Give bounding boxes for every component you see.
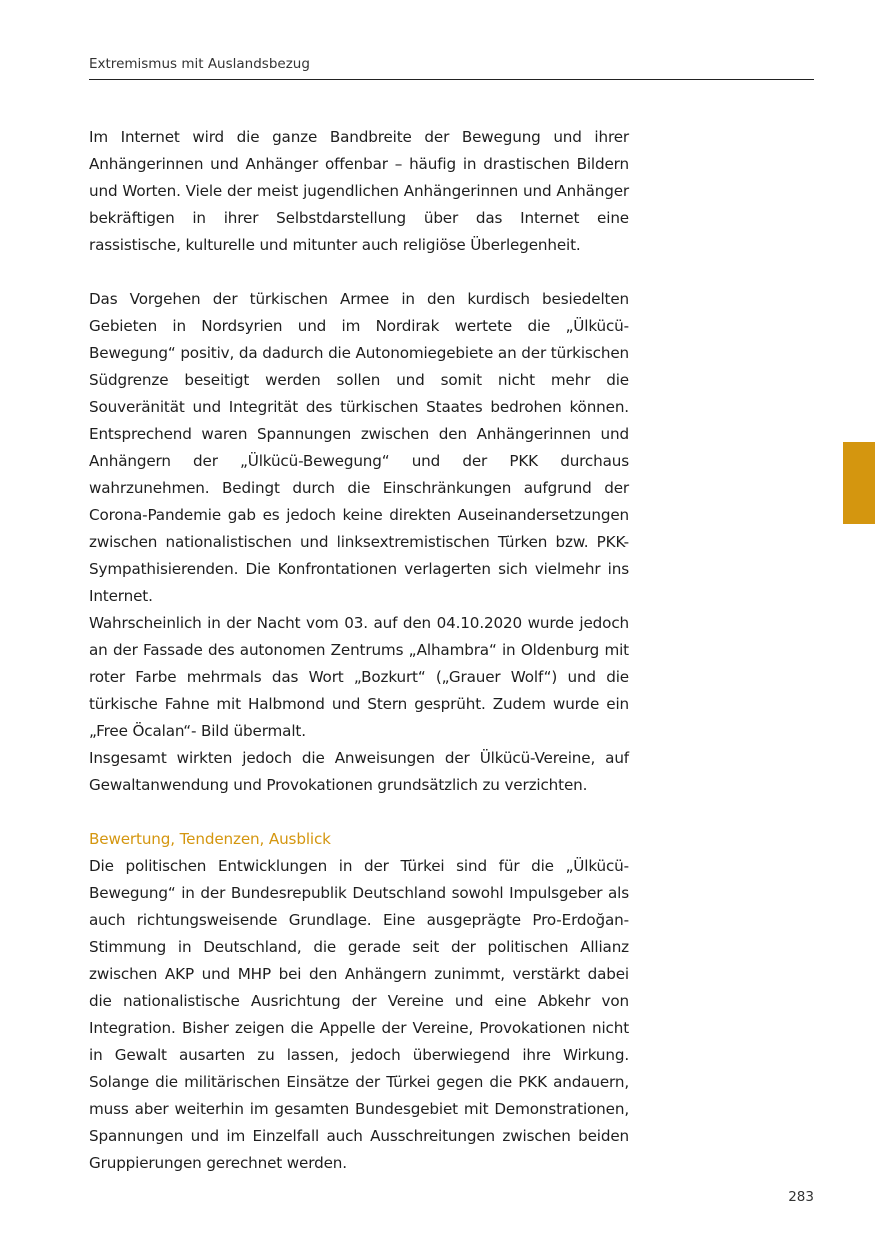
- paragraph-spacer: [89, 799, 629, 826]
- running-header: Extremismus mit Auslandsbezug: [89, 56, 310, 72]
- section-heading: Bewertung, Tendenzen, Ausblick: [89, 830, 331, 848]
- paragraph-assessment: Die politischen Entwicklungen in der Türkei sind für die „Ülkücü-Bewegung“ in der Bundesrepublik Deutschland sowohl Impulsgeber als auch richtungsweisende Grundlage. Eine ausgeprägte Pro-Erdoğan-Stimmung in Deutschland, die gerade seit der politischen Allianz zwischen AKP und MHP bei den Anhängern zunimmt, verstärkt dabei die nationalistische Ausrichtung der Vereine und eine Abkehr von Integration. Bisher zeigen die Appelle der Vereine, Provokationen nicht in Gewalt ausarten zu lassen, jedoch überwiegend ihre Wirkung. Solange die militärischen Einsätze der Türkei gegen die PKK andauern, muss aber weiterhin im gesamten Bundesgebiet mit Demonstrationen, Spannungen und im Einzelfall auch Ausschreitungen zwischen beiden Gruppierungen gerechnet werden.: [89, 857, 629, 1172]
- paragraph-spacer: [89, 259, 629, 286]
- page-number: 283: [788, 1189, 814, 1205]
- chapter-tab-marker: [843, 442, 875, 524]
- main-content: [89, 124, 629, 1177]
- paragraph-internet: Im Internet wird die ganze Bandbreite der Bewegung und ihrer Anhängerinnen und Anhänger offenbar – häufig in drastischen Bildern und Worten. Viele der meist jugendlichen Anhängerinnen und Anhänger bekräftigen in ihrer Selbstdarstellung über das Internet eine rassistische, kulturelle und mitunter auch religiöse Überlegenheit.: [89, 128, 629, 254]
- header-divider: [89, 79, 814, 80]
- paragraph-military-action: Das Vorgehen der türkischen Armee in den kurdisch besiedelten Gebieten in Nordsyrien und im Nordirak wertete die „Ülkücü-Bewegung“ positiv, da dadurch die Autonomiegebiete an der türkischen Südgrenze beseitigt werden sollen und somit nicht mehr die Souveränität und Integrität des türkischen Staates bedrohen können. Entsprechend waren Spannungen zwischen den Anhängerinnen und Anhängern der „Ülkücü-Bewegung“ und der PKK durchaus wahrzunehmen. Bedingt durch die Einschränkungen aufgrund der Corona-Pandemie gab es jedoch keine direkten Auseinandersetzungen zwischen nationalistischen und linksextremistischen Türken bzw. PKK-Sympathisierenden. Die Konfrontationen verlagerten sich vielmehr ins Internet.: [89, 290, 629, 605]
- paragraph-oldenburg-incident: Wahrscheinlich in der Nacht vom 03. auf den 04.10.2020 wurde jedoch an der Fassade des autonomen Zentrums „Alhambra“ in Oldenburg mit roter Farbe mehrmals das Wort „Bozkurt“ („Grauer Wolf“) und die türkische Fahne mit Halbmond und Stern gesprüht. Zudem wurde ein „Free Öcalan“- Bild übermalt.: [89, 614, 629, 740]
- paragraph-instructions: Insgesamt wirkten jedoch die Anweisungen der Ülkücü-Vereine, auf Gewaltanwendung und Provokationen grundsätzlich zu verzichten.: [89, 749, 629, 794]
